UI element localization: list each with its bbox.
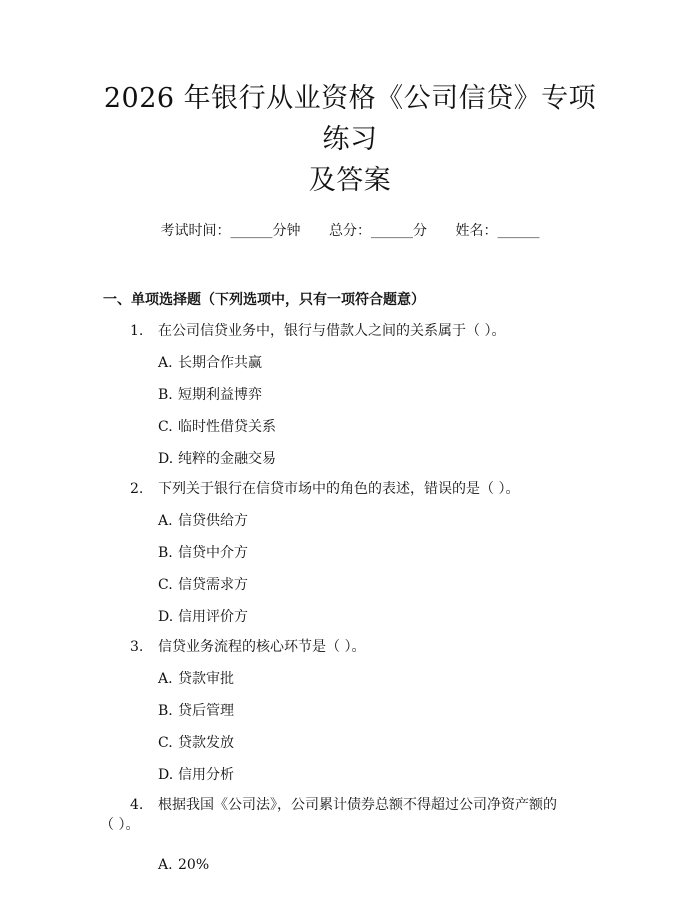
question-stem: 信贷业务流程的核心环节是（ ）。 [158,639,366,655]
option-item [100,511,600,531]
option-item [100,353,600,373]
name-field: 姓名：______ [455,223,540,239]
option-text: 20% [178,857,210,873]
question-2 [100,479,600,499]
question-number: 2. [130,481,144,497]
total-score-field: 总分：______分 [329,223,427,239]
question-text [100,795,600,815]
question-number: 3. [130,639,144,655]
option-text: 信用分析 [178,767,234,783]
option-text: 纯粹的金融交易 [178,451,276,467]
title-line-2: 及答案 [308,165,392,196]
option-item [100,417,600,437]
option-label: C. [158,577,173,593]
option-text: 贷款发放 [178,735,234,751]
title-line-1: 2026 年银行从业资格《公司信贷》专项练习 [103,83,597,155]
option-item [100,765,600,785]
question-stem: 下列关于银行在信贷市场中的角色的表述，错误的是（ ）。 [158,481,520,497]
question-number: 1. [130,323,144,339]
option-text: 长期合作共赢 [178,355,262,371]
question-3 [100,637,600,657]
option-label: D. [158,767,174,783]
option-label: B. [158,703,173,719]
option-item [100,449,600,469]
option-label: B. [158,545,173,561]
option-label: A. [158,513,173,529]
option-label: A. [158,355,173,371]
option-label: B. [158,387,173,403]
question-stem: 在公司信贷业务中，银行与借款人之间的关系属于（ ）。 [158,323,506,339]
question-text [100,479,600,499]
question-1 [100,321,600,341]
option-text: 信贷供给方 [178,513,248,529]
option-item [100,855,600,875]
option-label: D. [158,609,174,625]
question-text [100,321,600,341]
option-label: C. [158,735,173,751]
option-label: C. [158,419,173,435]
question-stem-continued: （ ）。 [100,817,140,833]
section-heading-single-choice: 一、单项选择题（下列选项中，只有一项符合题意） [103,292,425,308]
option-text: 信贷中介方 [178,545,248,561]
question-stem: 根据我国《公司法》，公司累计债券总额不得超过公司净资产额的 [158,797,557,813]
option-item [100,385,600,405]
question-4 [100,795,600,835]
option-text: 临时性借贷关系 [178,419,276,435]
option-text: 贷款审批 [178,671,234,687]
option-item [100,733,600,753]
option-text: 短期利益博弈 [178,387,262,403]
option-item [100,669,600,689]
option-item [100,607,600,627]
option-text: 信贷需求方 [178,577,248,593]
option-label: A. [158,671,173,687]
option-item [100,701,600,721]
exam-time-field: 考试时间：______分钟 [160,223,301,239]
option-text: 贷后管理 [178,703,234,719]
question-number: 4. [130,797,144,813]
question-text [100,637,600,657]
exam-meta [100,221,600,241]
option-item [100,575,600,595]
option-item [100,543,600,563]
option-text: 信用评价方 [178,609,248,625]
option-label: A. [158,857,173,873]
document-title [100,0,600,201]
option-label: D. [158,451,174,467]
